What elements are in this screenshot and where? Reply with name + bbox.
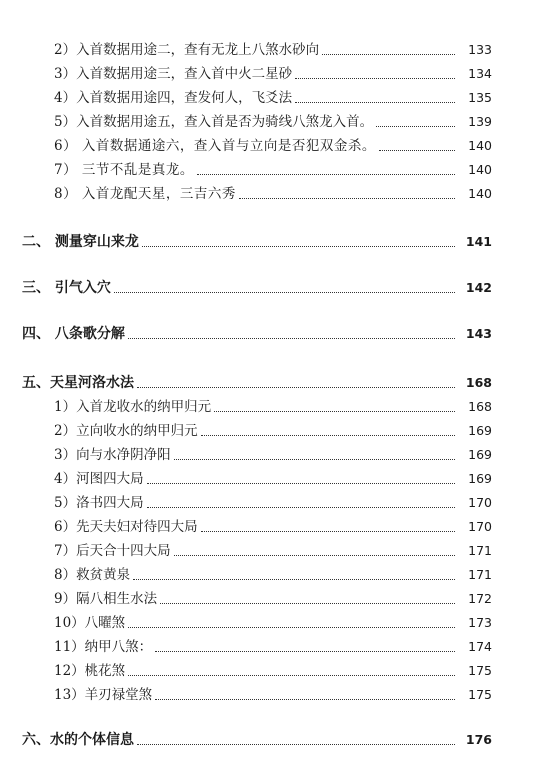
dot-leader [379, 150, 455, 151]
toc-entry[interactable] [0, 655, 542, 679]
toc-entry[interactable] [0, 583, 542, 607]
toc-entry[interactable] [0, 607, 542, 631]
toc-entry-label: 5）入首数据用途五，查入首是否为骑线八煞龙入首。 [54, 114, 374, 130]
toc-chapter[interactable] [0, 724, 542, 748]
toc-entry-page: 173 [468, 615, 492, 630]
toc-entry-page: 169 [468, 471, 492, 486]
toc-chapter-page: 176 [465, 732, 492, 747]
dot-leader [142, 246, 455, 247]
toc-entry-label: 7）后天合十四大局 [54, 543, 171, 559]
dot-leader [201, 531, 455, 532]
dot-leader [128, 675, 455, 676]
toc-entry[interactable] [0, 415, 542, 439]
toc-entry[interactable] [0, 487, 542, 511]
toc-chapter-label: 五、天星河洛水法 [22, 375, 134, 391]
dot-leader [155, 699, 455, 700]
toc-entry-label: 4）河图四大局 [54, 471, 144, 487]
toc-entry-label: 5）洛书四大局 [54, 495, 144, 511]
toc-entry-page: 135 [468, 90, 492, 105]
toc-chapter-label: 四、 八条歌分解 [22, 326, 125, 342]
toc-entry[interactable] [0, 439, 542, 463]
toc-chapter-label: 二、 测量穿山来龙 [22, 234, 139, 250]
toc-chapter[interactable] [0, 226, 542, 250]
dot-leader [137, 744, 455, 745]
toc-entry-label: 6） 入首数据通途六，查入首与立向是否犯双金杀。 [54, 138, 376, 154]
toc-entry[interactable] [0, 631, 542, 655]
toc-entry[interactable] [0, 130, 542, 154]
toc-chapter[interactable] [0, 272, 542, 296]
dot-leader [376, 126, 455, 127]
toc-entry-label: 8） 入首龙配天星，三吉六秀 [54, 186, 236, 202]
dot-leader [147, 483, 455, 484]
toc-entry[interactable] [0, 34, 542, 58]
dot-leader [201, 435, 455, 436]
toc-entry-page: 169 [468, 423, 492, 438]
toc-chapter-page: 142 [465, 280, 492, 295]
toc-entry-page: 172 [468, 591, 492, 606]
dot-leader [160, 603, 455, 604]
toc-entry[interactable] [0, 106, 542, 130]
toc-entry[interactable] [0, 559, 542, 583]
dot-leader [128, 627, 455, 628]
toc-entry-page: 169 [468, 447, 492, 462]
toc-entry-label: 12）桃花煞 [54, 663, 126, 679]
toc-entry-page: 140 [468, 138, 492, 153]
toc-chapter[interactable] [0, 367, 542, 391]
toc-chapter-label: 三、 引气入穴 [22, 280, 111, 296]
dot-leader [239, 198, 455, 199]
dot-leader [197, 174, 455, 175]
toc-entry-page: 140 [468, 162, 492, 177]
dot-leader [322, 54, 455, 55]
toc-entry-page: 175 [468, 663, 492, 678]
toc-entry-label: 13）羊刃禄堂煞 [54, 687, 153, 703]
toc-entry[interactable] [0, 463, 542, 487]
toc-entry-label: 7） 三节不乱是真龙。 [54, 162, 194, 178]
dot-leader [155, 651, 455, 652]
toc-entry-page: 168 [468, 399, 492, 414]
toc-chapter-label: 六、水的个体信息 [22, 732, 134, 748]
toc-entry-page: 170 [468, 495, 492, 510]
toc-chapter-page: 141 [465, 234, 492, 249]
toc-entry-label: 8）救贫黄泉 [54, 567, 131, 583]
toc-entry-label: 6）先天夫妇对待四大局 [54, 519, 198, 535]
toc-entry-page: 171 [468, 543, 492, 558]
toc-entry-label: 2）入首数据用途二，查有无龙上八煞水砂向 [54, 42, 320, 58]
toc-entry-label: 10）八曜煞 [54, 615, 126, 631]
dot-leader [174, 459, 455, 460]
toc-entry-page: 140 [468, 186, 492, 201]
dot-leader [114, 292, 455, 293]
toc-entry[interactable] [0, 535, 542, 559]
toc-entry-label: 11）纳甲八煞： [54, 639, 153, 655]
toc-chapter-page: 143 [465, 326, 492, 341]
toc-entry[interactable] [0, 82, 542, 106]
toc-entry-label: 9）隔八相生水法 [54, 591, 158, 607]
toc-entry-page: 174 [468, 639, 492, 654]
toc-entry-label: 4）入首数据用途四，查发何人，飞爻法 [54, 90, 293, 106]
toc-entry-page: 133 [468, 42, 492, 57]
toc-entry-page: 175 [468, 687, 492, 702]
dot-leader [137, 387, 455, 388]
toc-entry-page: 134 [468, 66, 492, 81]
toc-chapter[interactable] [0, 318, 542, 342]
toc-entry[interactable] [0, 58, 542, 82]
toc-entry[interactable] [0, 679, 542, 703]
toc-chapter-page: 168 [465, 375, 492, 390]
toc-entry-page: 171 [468, 567, 492, 582]
dot-leader [295, 102, 455, 103]
toc-entry[interactable] [0, 391, 542, 415]
dot-leader [147, 507, 455, 508]
dot-leader [174, 555, 455, 556]
toc-entry-page: 170 [468, 519, 492, 534]
toc-entry-label: 3）入首数据用途三，查入首中火二星砂 [54, 66, 293, 82]
toc-entry[interactable] [0, 154, 542, 178]
toc-entry[interactable] [0, 178, 542, 202]
dot-leader [128, 338, 455, 339]
dot-leader [133, 579, 455, 580]
dot-leader [214, 411, 455, 412]
toc-entry-label: 2）立向收水的纳甲归元 [54, 423, 198, 439]
dot-leader [295, 78, 455, 79]
toc-entry-label: 3）向与水净阴净阳 [54, 447, 171, 463]
toc-entry[interactable] [0, 511, 542, 535]
toc-entry-label: 1）入首龙收水的纳甲归元 [54, 399, 212, 415]
toc-entry-page: 139 [468, 114, 492, 129]
